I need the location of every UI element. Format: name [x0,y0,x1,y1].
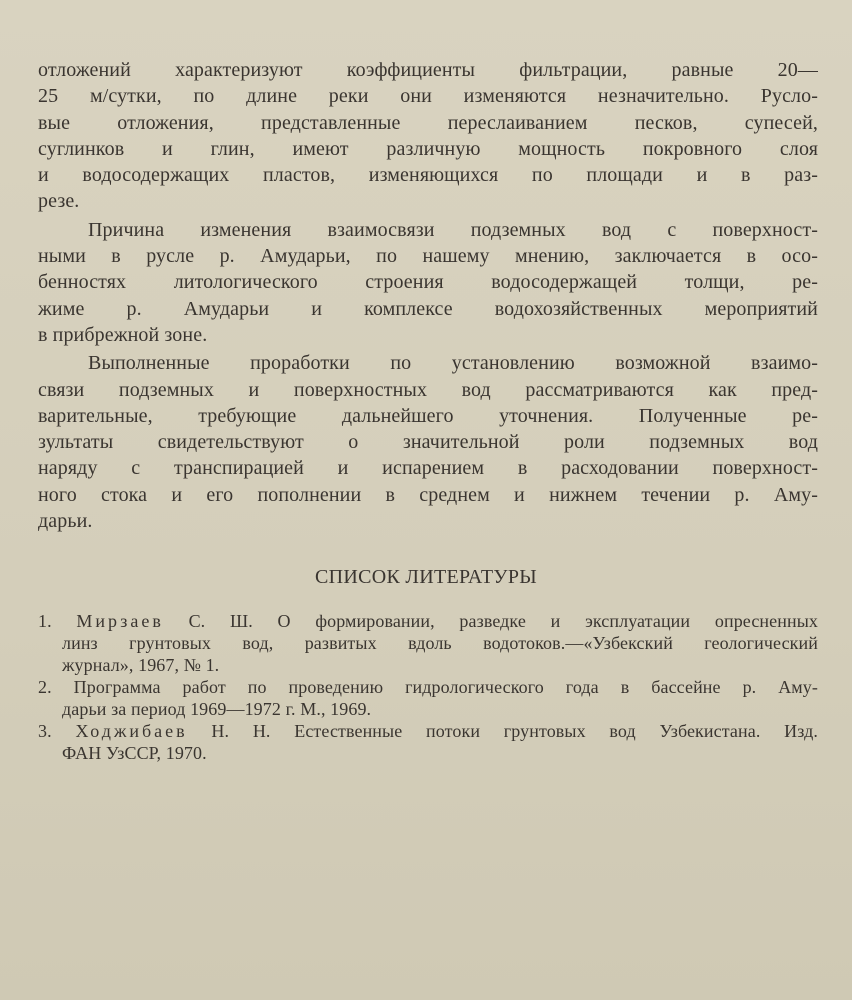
text-line: и водосодержащих пластов, изменяющихся по площади и в раз- [38,164,818,187]
paragraph-2 [38,217,818,348]
text-line: 25 м/сутки, по длине реки они изменяются незначительно. Русло- [38,85,818,108]
text-line: вые отложения, представленные переслаиванием песков, супесей, [38,111,818,134]
text-line: линз грунтовых вод, развитых вдоль водотоков.—«Узбекский геологический [62,633,818,653]
reference-item [38,676,818,720]
reference-item [38,720,818,764]
reference-number: 2. [38,677,52,697]
paragraph-3 [38,350,818,534]
text-line: в прибрежной зоне. [38,323,208,346]
text-line: варительные, требующие дальнейшего уточнения. Полученные ре- [38,404,818,427]
text-line: ФАН УзССР, 1970. [62,743,207,763]
text-line: связи подземных и поверхностных вод рассматриваются как пред- [38,378,818,401]
text-line: Выполненные проработки по установлению возможной взаимо- [88,352,818,375]
text-line: ного стока и его пополнении в среднем и нижнем течении р. Аму- [38,483,818,506]
reference-author: Ходжибаев [75,721,188,741]
body-text [38,57,818,536]
text-line: дарьи. [38,510,93,533]
references-list [38,610,818,764]
text-line: бенностях литологического строения водосодержащей толщи, ре- [38,271,818,294]
text-line: дарьи за период 1969—1972 г. М., 1969. [62,699,372,719]
text-line: суглинков и глин, имеют различную мощность покровного слоя [38,137,818,160]
references-heading: СПИСОК ЛИТЕРАТУРЫ [314,566,538,588]
reference-number: 1. [38,611,52,631]
reference-author: Мирзаев [76,611,164,631]
text-line: жиме р. Амударьи и комплексе водохозяйственных мероприятий [38,297,818,320]
reference-number: 3. [38,721,52,741]
text-line: Причина изменения взаимосвязи подземных вод с поверхност- [88,218,818,241]
reference-text: Программа работ по проведению гидрологического года в бассейне р. Аму- [73,677,818,697]
text-line: зультаты свидетельствуют о значительной роли подземных вод [38,431,818,454]
text-line: ными в русле р. Амударьи, по нашему мнению, заключается в осо- [38,245,818,268]
reference-text: С. Ш. О формировании, разведке и эксплуатации опресненных [163,611,818,631]
text-line: отложений характеризуют коэффициенты фильтрации, равные 20— [38,59,818,81]
text-line: наряду с транспирацией и испарением в расходовании поверхност- [38,457,818,480]
reference-item [38,610,818,676]
text-line: журнал», 1967, № 1. [62,655,220,675]
paragraph-1 [38,57,818,215]
reference-text: Н. Н. Естественные потоки грунтовых вод Узбекистана. Изд. [187,721,818,741]
text-line: резе. [38,190,80,213]
